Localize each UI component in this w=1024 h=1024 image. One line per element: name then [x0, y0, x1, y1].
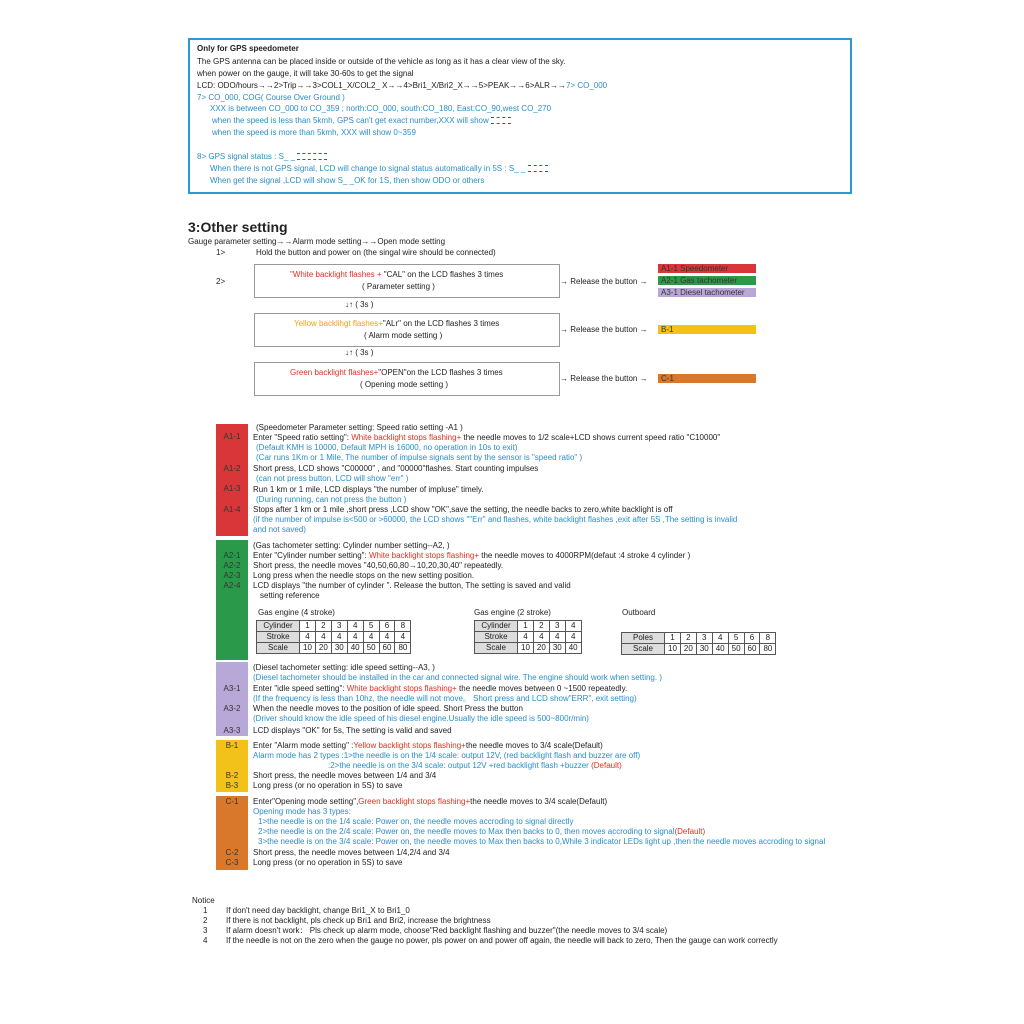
cell: 80	[395, 643, 411, 654]
cell: 40	[347, 643, 363, 654]
step-1-number: 1>	[216, 248, 226, 257]
a1-label-2: A1-2	[223, 464, 241, 473]
b-line-3b: (Default)	[591, 761, 622, 770]
cell: 4	[565, 621, 581, 632]
tag-c1: C-1	[658, 374, 756, 383]
box3-sub: ( Opening mode setting )	[360, 380, 449, 389]
a1-line-1c: the needle moves to 1/2 scale+LCD shows current speed ratio "C10000"	[461, 433, 721, 442]
cell: 4	[347, 621, 363, 632]
cell: 4	[315, 632, 331, 643]
a1-label-4: A1-4	[223, 505, 241, 514]
b-line-4: Short press, the needle moves between 1/4 and 3/4	[253, 771, 437, 780]
gps-line-5: XXX is between CO_000 to CO_359 ; north:CO_000, south:CO_180, East:CO_90,west CO_270	[210, 104, 552, 113]
cell: 20	[533, 643, 549, 654]
c-line-3: 1>the needle is on the 1/4 scale: Power on, the needle moves accroding to signal directly	[258, 817, 574, 826]
cell: 1	[300, 621, 316, 632]
table-outboard	[621, 632, 776, 655]
a1-line-4: Short press, LCD shows "C00000" , and "00000"flashes. Start counting impulses	[253, 464, 539, 473]
gps-line-2: when power on the gauge, it will take 30-60s to get the signal	[197, 69, 414, 78]
a2-line-5: setting reference	[260, 591, 320, 600]
a2-label-1: A2-1	[223, 551, 241, 560]
cell: 20	[680, 644, 696, 655]
gps-line-7: when the speed is more than 5kmh, XXX will show 0~359	[212, 128, 416, 137]
notice-num-4: 4	[203, 936, 208, 945]
row-header-cylinder: Cylinder	[475, 621, 518, 632]
a3-label-1: A3-1	[223, 684, 241, 693]
tag-a2-gas-tachometer: A2-1 Gas tachometer	[658, 276, 756, 285]
b-line-3	[328, 761, 622, 771]
tag-b1: B-1	[658, 325, 756, 334]
gps-title: Only for GPS speedometer	[197, 44, 299, 53]
a3-color-bar	[216, 662, 248, 736]
b-line-1c: the needle moves to 3/4 scale(Default)	[465, 741, 603, 750]
cell: 4	[347, 632, 363, 643]
a2-title: (Gas tachometer setting: Cylinder number setting--A2, )	[253, 541, 450, 550]
gps-line-3	[197, 81, 607, 91]
box2-yellow-text: Yellow backlihgt flashes+	[294, 319, 383, 328]
box3-green-text: Green backlight flashes+	[290, 368, 379, 377]
a1-title: (Speedometer Parameter setting: Speed ratio setting -A1 )	[256, 423, 463, 432]
c-line-1c: the needle moves to 3/4 scale(Default)	[470, 797, 608, 806]
a1-line-5: (can not press button, LCD will show "err" )	[256, 474, 409, 483]
cell: 10	[300, 643, 316, 654]
a3-line-4: When the needle moves to the position of idle speed. Short Press the button	[253, 704, 523, 713]
cell: 30	[331, 643, 347, 654]
gps-line-10: When get the signal ,LCD will show S_ _OK for 1S, then show ODO or others	[210, 176, 485, 185]
cell: 50	[363, 643, 379, 654]
notice-text-3: If alarm doesn't work： Pls check up alarm mode, choose"Red backlight flashing and buzzer"(the needle moves to 3/4 scale)	[226, 926, 668, 935]
a1-line-1a: Enter "Speed ratio setting":	[253, 433, 352, 442]
box2-line	[294, 319, 499, 329]
box2-rest-text: "ALr" on the LCD flashes 3 times	[382, 319, 500, 328]
cell: 6	[379, 621, 395, 632]
cell: 5	[363, 621, 379, 632]
a2-line-3: Long press when the needle stops on the new setting position.	[253, 571, 475, 580]
gps-line-9-text: When there is not GPS signal, LCD will change to signal status automatically in 5S : S_ _	[210, 164, 526, 173]
c-line-4a: 2>the needle is on the 2/4 scale: Power on, the needle moves to Max then backs to 0, then moves accroding to signal	[258, 827, 675, 836]
row-header-cylinder: Cylinder	[257, 621, 300, 632]
a3-line-2b: White backlight stops flashing+	[346, 684, 457, 693]
cell: 80	[760, 644, 776, 655]
row-header-poles: Poles	[622, 633, 665, 644]
step-1-text: Hold the button and power on (the singal wire should be connected)	[256, 248, 496, 257]
b-line-2: Alarm mode has 2 types :1>the needle is on the 1/4 scale: output 12V, (red backlight flash and buzzer are off)	[253, 751, 641, 760]
notice-num-3: 3	[203, 926, 208, 935]
a1-line-2: (Default KMH is 10000, Default MPH is 16000, no operation in 10s to exit)	[256, 443, 518, 452]
a2-line-1c: the needle moves to 4000RPM(defaut :4 stroke 4 cylinder )	[479, 551, 691, 560]
cell: 4	[300, 632, 316, 643]
c-line-1a: Enter"Opening mode setting",	[253, 797, 359, 806]
box3-rest-text: "OPEN"on the LCD flashes 3 times	[378, 368, 503, 377]
gps-line-8	[197, 152, 327, 162]
cell: 3	[331, 621, 347, 632]
tag-a1-speedometer: A1-1 Speedometer	[658, 264, 756, 273]
cell: 4	[518, 632, 534, 643]
row-header-scale: Scale	[257, 643, 300, 654]
a2-line-1	[253, 551, 690, 561]
gps-line-6-text: when the speed is less than 5kmh, GPS can't get exact number,XXX will show	[212, 116, 489, 125]
cell: 10	[518, 643, 534, 654]
box2-sub: ( Alarm mode setting )	[364, 331, 443, 340]
gps-line-3a: LCD: ODO/hours→→2>Trip→→3>COL1_X/COL2_ X→→4>Bri1_X/Bri2_X→→5>PEAK→→6>ALR→→	[197, 81, 566, 90]
cell: 1	[518, 621, 534, 632]
gps-line-4: 7> CO_000, COG( Course Over Ground )	[197, 93, 345, 102]
a2-label-2: A2-2	[223, 561, 241, 570]
setting-flow: Gauge parameter setting→→Alarm mode setting→→Open mode setting	[188, 237, 446, 246]
a3-line-6: LCD displays "OK" for 5s, The setting is valid and saved	[253, 726, 452, 735]
table-4-stroke-title: Gas engine (4 stroke)	[258, 608, 335, 617]
a1-line-10: and not saved)	[253, 525, 306, 534]
box1-line	[290, 270, 503, 280]
gps-line-6	[212, 116, 511, 126]
table-gas-4-stroke	[256, 620, 411, 654]
b-line-1b: Yellow backlight stops flashing+	[353, 741, 466, 750]
cell: 4	[331, 632, 347, 643]
cell: 60	[744, 644, 760, 655]
c-label-1: C-1	[225, 797, 239, 806]
row-header-scale: Scale	[475, 643, 518, 654]
table-outboard-title: Outboard	[622, 608, 656, 617]
a1-line-8: Stops after 1 km or 1 mile ,short press ,LCD show "OK",save the setting, the needle backs to zero,white backlight is off	[253, 505, 673, 514]
a1-line-3: (Car runs 1Km or 1 Mile, The number of impulse signals sent by the sensor is "speed ratio" )	[256, 453, 583, 462]
gps-line-1: The GPS antenna can be placed inside or outside of the vehicle as long as it has a clear view of the sky.	[197, 57, 566, 66]
c-line-2: Opening mode has 3 types:	[253, 807, 351, 816]
b-label-2: B-2	[225, 771, 239, 780]
release-arrow-3: → Release the button →	[560, 374, 648, 383]
cell: 40	[712, 644, 728, 655]
a2-line-4: LCD displays "the number of cylinder ". Release the button, The setting is saved and valid	[253, 581, 571, 590]
c-line-1b: Green backlight stops flashing+	[358, 797, 471, 806]
notice-text-2: If there is not backlight, pls check up Bri1 and Bri2, increase the brightness	[226, 916, 491, 925]
b-line-5: Long press (or no operation in 5S) to save	[253, 781, 403, 790]
a3-line-2c: the needle moves between 0 ~1500 repeatedly.	[456, 684, 628, 693]
cell: 4	[379, 632, 395, 643]
cell: 8	[395, 621, 411, 632]
lcd-dash-icon	[491, 117, 511, 124]
cell: 2	[315, 621, 331, 632]
a2-line-1a: Enter "Cylinder number setting":	[253, 551, 369, 560]
a3-line-5: (Driver should know the idle speed of his diesel engine.Usually the idle speed is 500~800r/min)	[253, 714, 589, 723]
gps-line-8-text: 8> GPS signal status : S_ _	[197, 152, 296, 161]
a1-line-1b: White backlight stops flashing+	[351, 433, 462, 442]
cell: 5	[728, 633, 744, 644]
a3-label-3: A3-3	[223, 726, 241, 735]
cell: 4	[565, 632, 581, 643]
notice-title: Notice	[192, 896, 215, 905]
c-line-4b: (Default)	[674, 827, 706, 836]
box3-line	[290, 368, 503, 378]
cell: 4	[363, 632, 379, 643]
notice-num-1: 1	[203, 906, 208, 915]
cell: 30	[549, 643, 565, 654]
row-header-scale: Scale	[622, 644, 665, 655]
a1-line-1	[253, 433, 720, 443]
a3-label-2: A3-2	[223, 704, 241, 713]
cell: 60	[379, 643, 395, 654]
table-gas-2-stroke	[474, 620, 582, 654]
release-arrow-1: → Release the button →	[560, 277, 648, 286]
cell: 2	[680, 633, 696, 644]
cell: 4	[533, 632, 549, 643]
cell: 30	[696, 644, 712, 655]
release-arrow-2: → Release the button →	[560, 325, 648, 334]
arrow-3s-2: ↓↑ ( 3s )	[345, 348, 374, 357]
cell: 4	[712, 633, 728, 644]
gps-line-9	[210, 164, 548, 174]
cell: 8	[760, 633, 776, 644]
a1-line-9: (if the number of impulse is<500 or >60000, the LCD shows ""Err" and flashes, white backlight flashes ,exit after 5S ,The setting is invalid	[253, 515, 738, 524]
cell: 3	[696, 633, 712, 644]
c-line-7: Long press (or no operation in 5S) to save	[253, 858, 403, 867]
a2-label-3: A2-3	[223, 571, 241, 580]
b-line-3a: :2>the needle is on the 3/4 scale: output 12V +red backlight flash +buzzer	[328, 761, 592, 770]
a3-line-3: (If the frequency is less than 10hz, the needle will not move。 Short press and LCD show"ERR", exit setting)	[253, 694, 637, 703]
a3-line-1: (Diesel tachometer should be installed in the car and connected signal wire. The engine should work when setting. )	[253, 673, 662, 682]
cell: 50	[728, 644, 744, 655]
box1-rest-text: "CAL" on the LCD flashes 3 times	[383, 270, 504, 279]
b-label-3: B-3	[225, 781, 239, 790]
cell: 2	[533, 621, 549, 632]
gps-line-3b: 7> CO_000	[565, 81, 608, 90]
row-header-stroke: Stroke	[475, 632, 518, 643]
tag-a3-diesel-tachometer: A3-1 Diesel tachometer	[658, 288, 756, 297]
b-line-1	[253, 741, 603, 751]
a1-line-7: (During running, can not press the button )	[256, 495, 407, 504]
notice-text-4: If the needle is not on the zero when the gauge no power, pls power on and power off again, the needle will back to zero, Then the gauge can work correctly	[226, 936, 778, 945]
cell: 3	[549, 621, 565, 632]
notice-text-1: If don't need day backlight, change Bri1_X to Bri1_0	[226, 906, 410, 915]
lcd-dash-icon	[528, 165, 548, 172]
cell: 1	[665, 633, 681, 644]
b-line-1a: Enter "Alarm mode setting" :	[253, 741, 354, 750]
box1-sub: ( Parameter setting )	[362, 282, 435, 291]
cell: 10	[665, 644, 681, 655]
c-line-5: 3>the needle is on the 3/4 scale: Power on, the needle moves to Max then backs to 0,While 3 indicator LEDs light up ,then the needle moves accroding to signal	[258, 837, 826, 846]
a1-label-1: A1-1	[223, 432, 241, 441]
row-header-stroke: Stroke	[257, 632, 300, 643]
cell: 4	[395, 632, 411, 643]
a2-label-4: A2-4	[223, 581, 241, 590]
step-2-number: 2>	[216, 277, 226, 286]
lcd-dash-icon	[297, 153, 327, 160]
c-line-4	[258, 827, 705, 837]
a3-line-2	[253, 684, 627, 694]
a2-line-2: Short press, the needle moves "40,50,60,80→10,20,30,40" repeatedly.	[253, 561, 504, 570]
a3-line-2a: Enter "idle speed setting":	[253, 684, 347, 693]
notice-num-2: 2	[203, 916, 208, 925]
a2-line-1b: White backlight stops flashing+	[368, 551, 480, 560]
b-label-1: B-1	[225, 741, 239, 750]
section-heading: 3:Other setting	[188, 219, 288, 235]
c-line-1	[253, 797, 607, 807]
a1-label-3: A1-3	[223, 484, 241, 493]
arrow-3s-1: ↓↑ ( 3s )	[345, 300, 374, 309]
cell: 20	[315, 643, 331, 654]
cell: 6	[744, 633, 760, 644]
box1-red-text: "White backlight flashes +	[290, 270, 384, 279]
c-label-2: C-2	[225, 848, 239, 857]
cell: 40	[565, 643, 581, 654]
cell: 4	[549, 632, 565, 643]
a3-title: (Diesel tachometer setting: idle speed setting--A3, )	[253, 663, 435, 672]
table-2-stroke-title: Gas engine (2 stroke)	[474, 608, 551, 617]
c-line-6: Short press, the needle moves between 1/4,2/4 and 3/4	[253, 848, 450, 857]
c-label-3: C-3	[225, 858, 239, 867]
a1-line-6: Run 1 km or 1 mile, LCD displays "the number of impluse" timely.	[253, 485, 484, 494]
